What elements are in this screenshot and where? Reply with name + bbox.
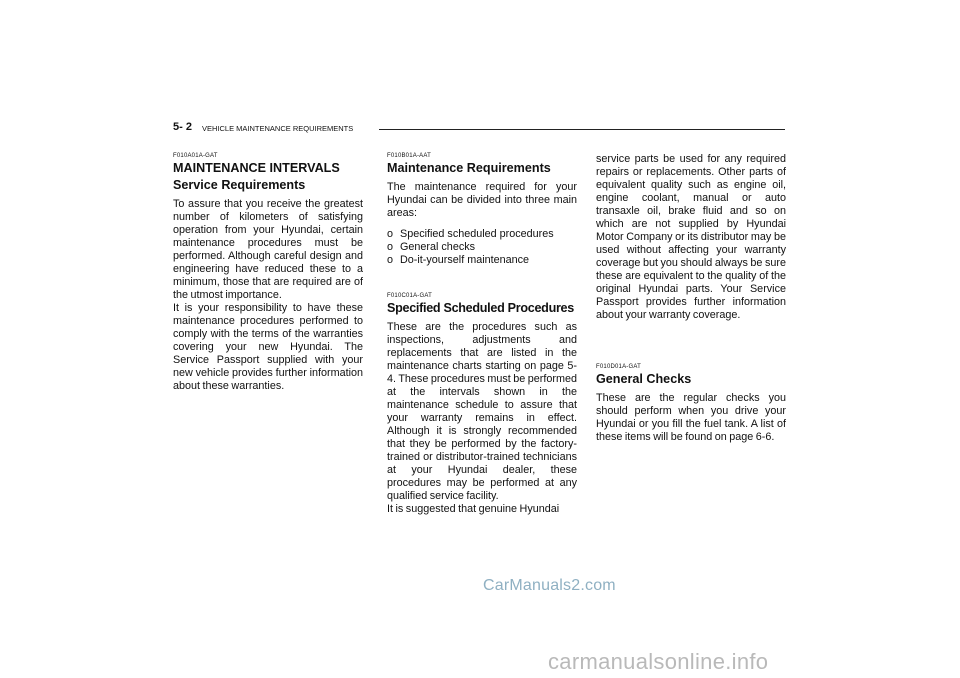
list-item-text: Do-it-yourself maintenance	[400, 254, 530, 266]
paragraph: service parts be used for any required repairs or replacements. Other parts of equivalent quality such as engine oil, engine coolant, manual or auto transaxle oil, brake fluid and so on which are not supplied by Hyundai Motor Company or its distributor may be used without affecting your warranty coverage but you should always be sure these are equivalent to the quality of the original Hyundai parts. Your Service Passport provides further information about your warranty coverage.	[596, 153, 786, 321]
paragraph: It is your responsibility to have these maintenance procedures performed to comply with the terms of the warranties covering your new Hyundai. The Service Passport supplied with your new vehicle provides further information about these warranties.	[173, 302, 363, 392]
watermark-link[interactable]: CarManuals2.com	[483, 577, 616, 594]
section-code: F010D01A-GAT	[596, 364, 641, 370]
paragraph: These are the procedures such as inspections, adjustments and replacements that are listed in the maintenance charts starting on page 5-4. These procedures must be performed at the intervals shown in the maintenance schedule to assure that your warranty remains in effect. Although it is strongly recommended that they be performed by the factory-trained or distributor-trained technicians at your Hyundai dealer, these procedures may be performed at any qualified service facility.	[387, 321, 577, 502]
section-code: F010C01A-GAT	[387, 293, 432, 299]
paragraph: To assure that you receive the greatest number of kilometers of satisfying operation from your Hyundai, certain maintenance procedures must be performed. Although careful design and engineering have reduced these to a minimum, those that are required are of the utmost importance.	[173, 198, 363, 301]
section-heading: General Checks	[596, 372, 692, 386]
list-bullet: o	[387, 228, 394, 240]
column-2-section-2	[387, 293, 577, 516]
paragraph: These are the regular checks you should perform when you drive your Hyundai or you fill the fuel tank. A list of these items will be found on page 6-6.	[596, 392, 786, 443]
section-code: F010B01A-AAT	[387, 153, 431, 159]
section-heading: MAINTENANCE INTERVALS	[173, 161, 340, 175]
list-item	[387, 241, 577, 254]
list-item-text: Specified scheduled procedures	[400, 228, 554, 240]
column-1	[173, 153, 363, 393]
list-bullet: o	[387, 254, 394, 266]
list-item	[387, 254, 577, 267]
section-subheading: Service Requirements	[173, 178, 306, 192]
maintenance-areas-list	[387, 228, 577, 267]
column-2	[387, 153, 577, 267]
list-bullet: o	[387, 241, 394, 253]
header-rule	[379, 129, 785, 130]
list-item-text: General checks	[400, 241, 476, 253]
column-3-section	[596, 364, 786, 444]
section-code: F010A01A-GAT	[173, 153, 218, 159]
section-heading: Maintenance Requirements	[387, 161, 551, 175]
paragraph: It is suggested that genuine Hyundai	[387, 503, 560, 515]
section-heading: Specified Scheduled Procedures	[387, 301, 574, 315]
page-number: 5- 2	[173, 121, 192, 133]
running-title: VEHICLE MAINTENANCE REQUIREMENTS	[202, 124, 354, 133]
paragraph: The maintenance required for your Hyundai can be divided into three main areas:	[387, 181, 577, 219]
column-3	[596, 153, 786, 322]
list-item	[387, 228, 577, 241]
watermark-text: carmanualsonline.info	[548, 649, 769, 674]
page-header	[173, 121, 785, 137]
